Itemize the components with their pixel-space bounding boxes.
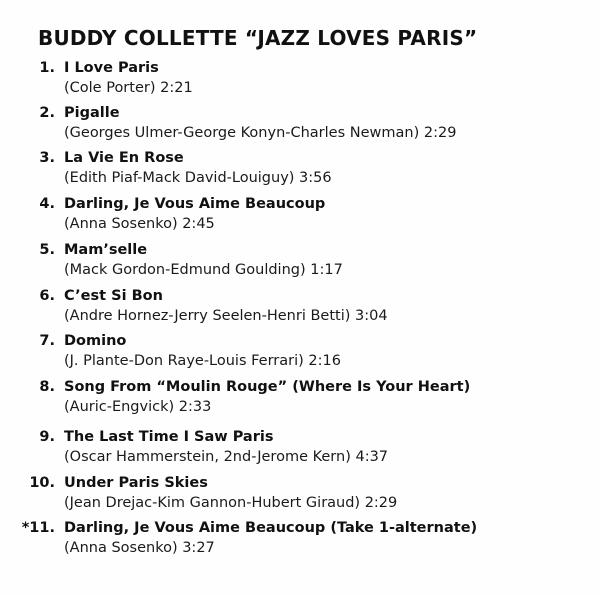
- track-credits: (Edith Piaf-Mack David-Louiguy) 3:56: [64, 170, 332, 186]
- track-item: [0, 475, 600, 519]
- track-number: 1.: [39, 60, 55, 76]
- track-credits: (Georges Ulmer-George Konyn-Charles Newman) 2:29: [64, 125, 457, 141]
- track-credits: (Cole Porter) 2:21: [64, 80, 193, 96]
- track-credits: (Jean Drejac-Kim Gannon-Hubert Giraud) 2:29: [64, 495, 398, 511]
- track-item: [0, 333, 600, 377]
- track-item: [0, 196, 600, 240]
- track-number: 3.: [39, 150, 55, 166]
- track-item: [0, 105, 600, 149]
- track-item: [0, 379, 600, 423]
- track-number: 5.: [39, 242, 55, 258]
- track-item: [0, 150, 600, 194]
- track-number: 7.: [39, 333, 55, 349]
- track-title: Domino: [64, 333, 127, 349]
- track-title: Pigalle: [64, 105, 120, 121]
- track-title: The Last Time I Saw Paris: [64, 429, 274, 445]
- track-number: 8.: [39, 379, 55, 395]
- track-title: Under Paris Skies: [64, 475, 208, 491]
- album-title: BUDDY COLLETTE “JAZZ LOVES PARIS”: [38, 26, 478, 50]
- track-number: 9.: [39, 429, 55, 445]
- track-title: La Vie En Rose: [64, 150, 184, 166]
- track-title: Darling, Je Vous Aime Beaucoup (Take 1-alternate): [64, 520, 478, 536]
- track-number: *11.: [21, 520, 55, 536]
- track-credits: (Anna Sosenko) 3:27: [64, 540, 215, 556]
- track-title: Darling, Je Vous Aime Beaucoup: [64, 196, 326, 212]
- track-number: 10.: [29, 475, 55, 491]
- track-credits: (Andre Hornez-Jerry Seelen-Henri Betti) 3:04: [64, 308, 388, 324]
- track-title: I Love Paris: [64, 60, 159, 76]
- track-number: 4.: [39, 196, 55, 212]
- track-item: [0, 429, 600, 473]
- track-item: [0, 288, 600, 332]
- track-item: [0, 60, 600, 104]
- track-item: [0, 520, 600, 564]
- track-number: 6.: [39, 288, 55, 304]
- track-credits: (Anna Sosenko) 2:45: [64, 216, 215, 232]
- track-number: 2.: [39, 105, 55, 121]
- track-credits: (Auric-Engvick) 2:33: [64, 399, 212, 415]
- track-title: C’est Si Bon: [64, 288, 163, 304]
- track-credits: (J. Plante-Don Raye-Louis Ferrari) 2:16: [64, 353, 341, 369]
- track-title: Song From “Moulin Rouge” (Where Is Your Heart): [64, 379, 471, 395]
- track-credits: (Mack Gordon-Edmund Goulding) 1:17: [64, 262, 343, 278]
- track-item: [0, 242, 600, 286]
- track-credits: (Oscar Hammerstein, 2nd-Jerome Kern) 4:37: [64, 449, 389, 465]
- track-title: Mam’selle: [64, 242, 148, 258]
